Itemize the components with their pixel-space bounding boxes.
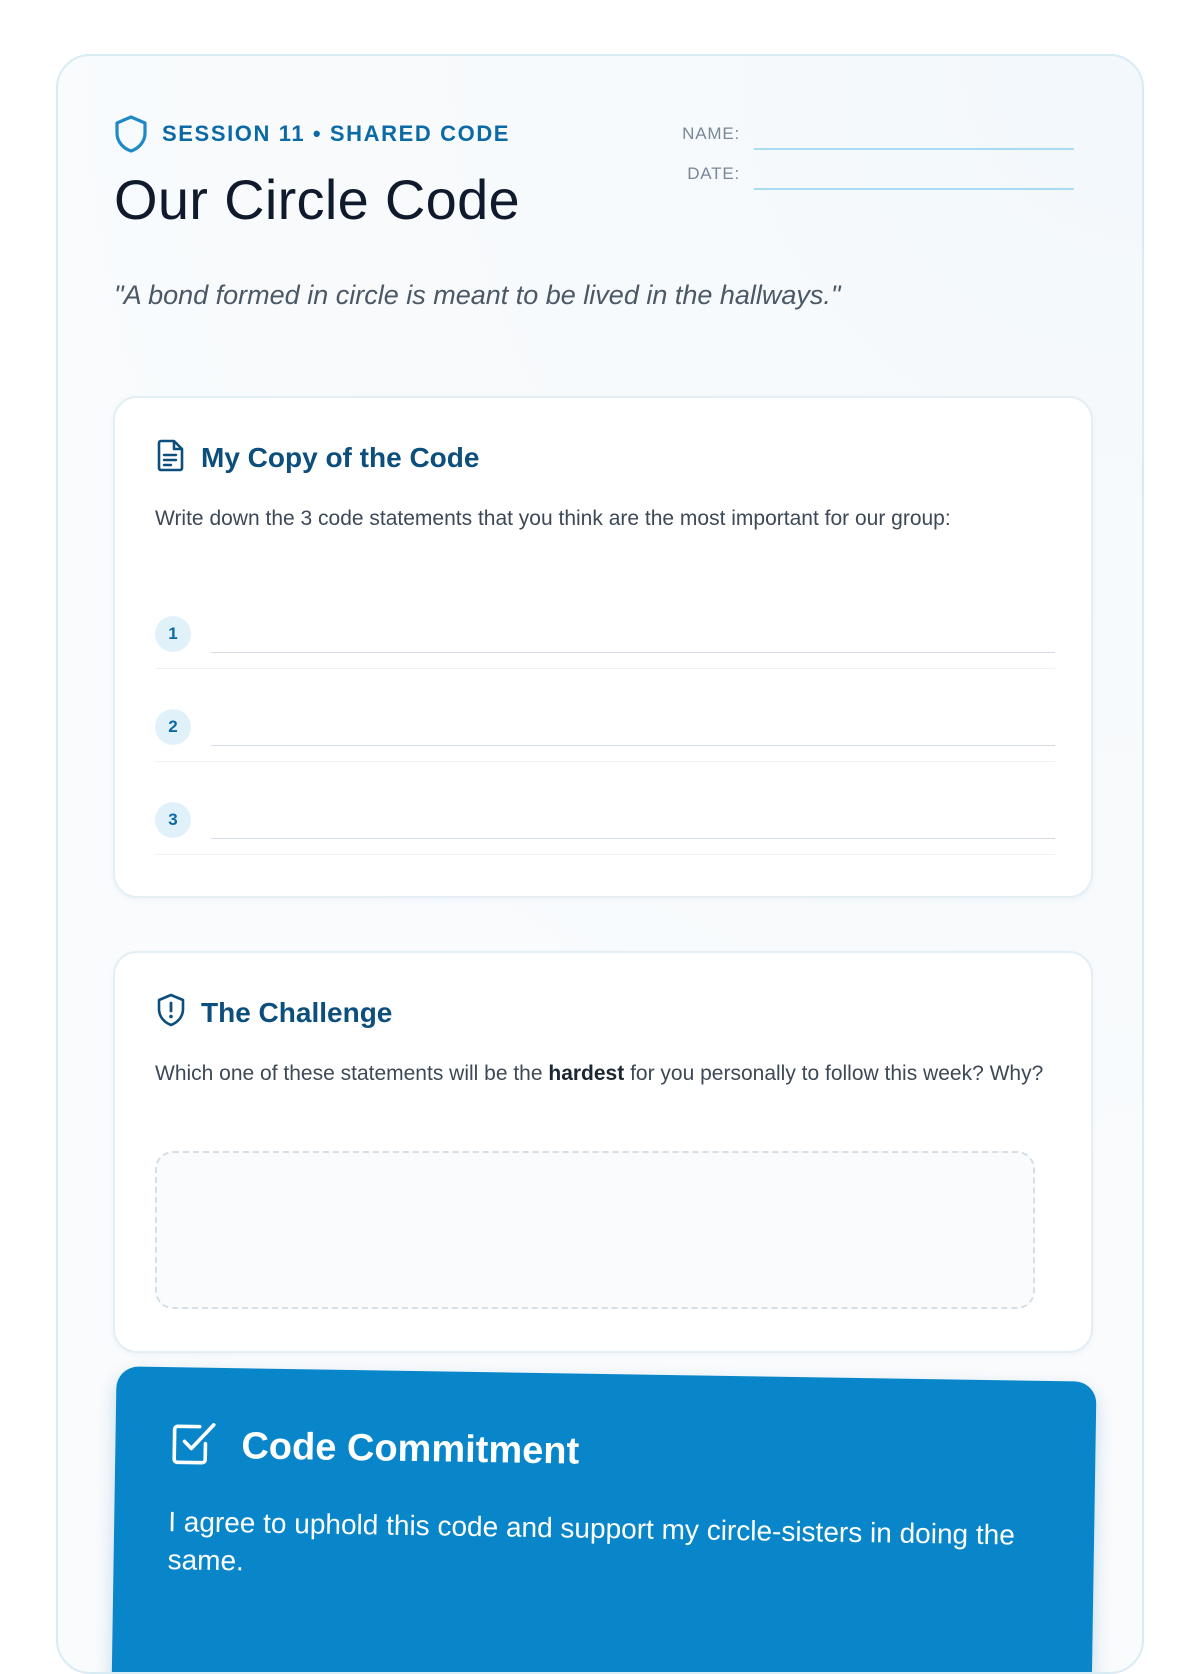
name-field[interactable] (754, 128, 1074, 150)
page-title: Our Circle Code (114, 168, 520, 231)
date-field[interactable] (754, 168, 1074, 190)
session-eyebrow (114, 114, 520, 154)
list-item (155, 798, 1055, 855)
challenge-prompt-emphasis: hardest (548, 1062, 625, 1085)
date-label: DATE: (687, 164, 740, 183)
challenge-prompt-end: for you personally to follow this week? Why? (624, 1062, 1044, 1085)
item-number-badge: 3 (155, 802, 191, 838)
item-number-badge: 2 (155, 709, 191, 745)
list-item (155, 705, 1055, 762)
copy-of-code-card (113, 396, 1093, 898)
challenge-card-title: The Challenge (201, 996, 393, 1028)
worksheet-sheet (56, 54, 1144, 1674)
date-row (658, 150, 1078, 190)
copy-card-title: My Copy of the Code (201, 441, 480, 473)
document-icon (155, 438, 187, 477)
challenge-prompt (155, 1057, 1055, 1091)
commitment-title: Code Commitment (241, 1425, 580, 1473)
session-quote: "A bond formed in circle is meant to be lived in the hallways." (114, 280, 841, 310)
item-number-badge: 1 (155, 616, 191, 652)
challenge-card-header (155, 993, 392, 1032)
shield-icon (114, 115, 148, 153)
commitment-header (169, 1419, 580, 1478)
list-item (155, 612, 1055, 669)
shield-alert-icon (155, 993, 187, 1032)
copy-card-instructions: Write down the 3 code statements that you think are the most important for our group: (155, 507, 951, 530)
statement-field-3[interactable] (211, 838, 1055, 839)
challenge-answer-box[interactable] (155, 1151, 1035, 1309)
commitment-text: I agree to uphold this code and support my circle-sisters in doing the same. (167, 1506, 1016, 1577)
copy-card-header (155, 438, 479, 477)
commitment-banner (111, 1366, 1096, 1674)
challenge-card (113, 951, 1093, 1353)
session-label: SESSION 11 • SHARED CODE (162, 121, 511, 146)
name-label: NAME: (682, 124, 740, 143)
name-date-fields (658, 110, 1078, 190)
name-row (658, 110, 1078, 150)
statement-field-2[interactable] (211, 745, 1055, 746)
checkbox-icon (169, 1419, 220, 1473)
header (114, 114, 520, 231)
statement-field-1[interactable] (211, 652, 1055, 653)
challenge-prompt-start: Which one of these statements will be the (155, 1062, 549, 1085)
